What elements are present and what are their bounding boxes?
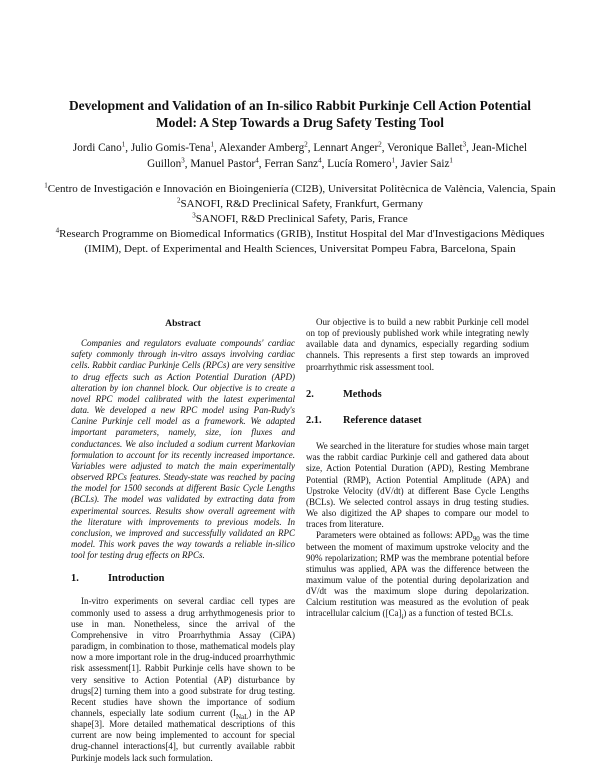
- intro-paragraph-1: In-vitro experiments on several cardiac cell types are commonly used to assess a drug arrhythmogenesis prior to use in man. Nonetheless, since the arrival of the Comprehensive in vitro Proarrhythmia Assay (CiPA) paradigm, in combination to those, mathematical models play now a more important role in the drug-induced proarrhythmic risk assessment[1]. Rabbit Purkinje cells have shown to be very sensitive to Action Potential (AP) disturbance by drugs[2] turning them into a good substrate for drug testing. Recent studies have shown the importance of sodium channels, especially late sodium current $(I_{NaL})$ in the AP shape[3]. More detailed mathematical descriptions of this current are now being implemented to account for special drug-channel interactions[4], but currently available rabbit Purkinje models lack such formulation.: [71, 596, 295, 763]
- affiliation: $^1$Centro de Investigación e Innovación en Bioingeniería (CI2B), Universitat Politècnica de València, Valencia, Spain: [44, 181, 556, 195]
- affiliation: $^2$SANOFI, R&D Preclinical Safety, Frankfurt, Germany: [177, 196, 423, 210]
- subsection-number: 2.1.: [306, 414, 322, 426]
- right-column: [306, 317, 529, 620]
- abstract-heading: Abstract: [165, 318, 201, 329]
- author: Javier Saiz$^1$: [400, 155, 453, 170]
- affiliation-list: [40, 182, 560, 257]
- methods-paragraph-1: We searched in the literature for studies whose main target was the rabbit cardiac Purkinje cell and gathered data about size, Action Potential Duration (APD), Resting Membrane Potential (RMP), Action Potential Amplitude (APA) and Upstroke Velocity (dV/dt) at different Base Cycle Lengths (BCLs). We selected control assays in drug testing studies. We also digitized the AP shapes to compare our model to traces from literature.: [306, 441, 529, 530]
- abstract-text: Companies and regulators evaluate compounds' cardiac safety commonly through in-vitro assays involving cardiac cells. Rabbit cardiac Purkinje Cells (RPCs) are very sensitive to drug effects such as Action Potential Duration (APD) alteration by ion channel block. Our objective is to create a novel RPC model calibrated with the latest experimental data. We developed a new RPC model using Pan-Rudy's Canine Purkinje cell model as a framework. We adapted important parameters, namely, size, ion fluxes and conductances. We also included a sodium current Markovian formulation to account for its recently increased importance. Variables were adjusted to match the main experimentally observed RPCs features. Steady-state was reached by pacing the model for 1500 seconds at different Basic Cycle Lengths (BCLs). The model was validated by extracting data from experimental sources. Results show overall agreement with the literature with improvements to previous models. In conclusion, we improved and successfully validated an RPC model. This work paves the way towards a reliable in-silico tool for testing drug effects on RPCs.: [71, 338, 295, 561]
- paper-title: [40, 97, 560, 131]
- author: Manuel Pastor$^4$,: [190, 155, 265, 170]
- intro-paragraph-2: Our objective is to build a new rabbit Purkinje cell model on top of previously published work while integrating newly available data and dynamics, especially regarding sodium channels. This represents a first step towards an improved proarrhythmic risk assessment tool.: [306, 317, 529, 372]
- section-number: 1.: [71, 573, 79, 585]
- methods-paragraph-2: Parameters were obtained as follows: $APD_{90}$ was the time between the moment of maximum upstroke velocity and the 90% repolarization; RMP was the membrane potential before stimulus was applied, APA was the difference between the maximum value of the potential during depolarization and dV/dt was the maximum slope during depolarization. Calcium restitution was measured as the evolution of peak intracellular calcium $([Ca]_i)$ as a function of tested BCLs.: [306, 530, 529, 622]
- author: Ferran Sanz$^4$,: [264, 155, 328, 170]
- title-line-2: Model: A Step Towards a Drug Safety Testing Tool: [156, 115, 444, 130]
- author: Lucía Romero$^1$,: [327, 155, 401, 170]
- author: Jean-Michel Guillon$^3$,: [147, 142, 528, 170]
- section-title: Introduction: [108, 573, 165, 585]
- section-number: 2.: [306, 388, 314, 400]
- author: Veronique Ballet$^3$,: [387, 140, 472, 154]
- author: Jordi Cano$^1$,: [72, 140, 131, 154]
- author: Lennart Anger$^2$,: [313, 140, 388, 154]
- section-heading-methods: [306, 389, 529, 400]
- affiliation: $^4$Research Programme on Biomedical Informatics (GRIB), Institut Hospital del Mar d'Investigacions Mèdiques (IMIM), Dept. of Experimental and Health Sciences, Universitat Pompeu Fabra, Barcelona, Spain: [55, 226, 545, 255]
- title-line-1: Development and Validation of an In-silico Rabbit Purkinje Cell Action Potential: [68, 98, 531, 113]
- author: Alexander Amberg$^2$,: [219, 140, 314, 154]
- author: Julio Gomis-Tena$^1$,: [130, 140, 219, 154]
- subsection-heading-reference-dataset: [306, 415, 529, 426]
- left-column: [71, 318, 295, 764]
- section-heading-introduction: [71, 573, 295, 584]
- author-list: [60, 141, 540, 172]
- subsection-title: Reference dataset: [343, 414, 422, 426]
- section-title: Methods: [343, 388, 382, 400]
- affiliation: $^3$SANOFI, R&D Preclinical Safety, Paris, France: [192, 211, 408, 225]
